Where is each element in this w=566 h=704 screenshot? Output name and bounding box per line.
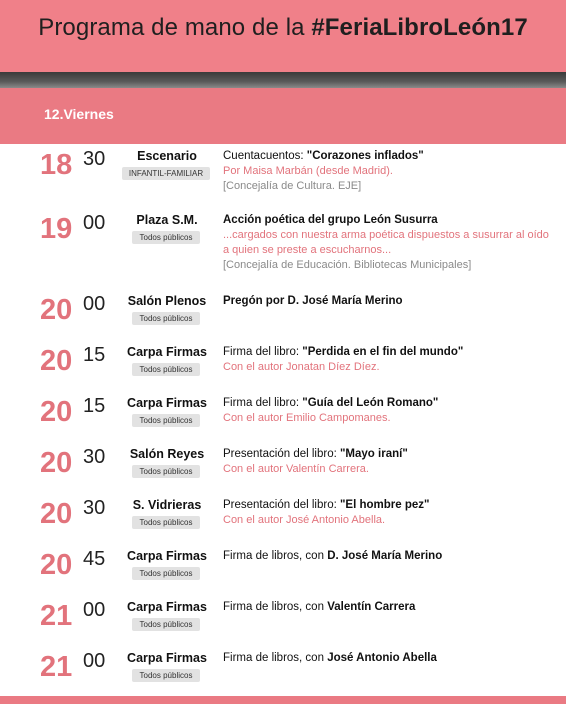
page-title-text: Programa de mano de la: [38, 14, 312, 41]
event-detail: Por Maisa Marbán (desde Madrid).: [223, 165, 393, 177]
event-description: [223, 600, 553, 615]
page-title: [0, 14, 566, 42]
event-time: [40, 210, 120, 250]
event-hour: 18: [40, 149, 73, 181]
event-minutes: 00: [83, 293, 106, 315]
event-minutes: 00: [83, 650, 106, 672]
audience-badge: Todos públicos: [132, 231, 200, 244]
event-title: Pregón por D. José María Merino: [223, 295, 403, 307]
event-hour: 20: [40, 396, 73, 428]
event-title: Firma de libros, con D. José María Merino: [223, 550, 443, 562]
event-detail: Con el autor José Antonio Abella.: [223, 514, 386, 526]
event-minutes: 30: [83, 497, 106, 519]
event-hour: 20: [40, 549, 73, 581]
audience-badge: Todos públicos: [132, 618, 200, 631]
bottom-bar: [0, 696, 566, 704]
event-note: [Concejalía de Educación. Bibliotecas Municipales]: [223, 259, 472, 271]
event-hour: 20: [40, 345, 73, 377]
event-time: [40, 444, 120, 484]
audience-badge: Todos públicos: [132, 414, 200, 427]
event-venue: Salón Plenos: [127, 294, 207, 308]
event-title: Cuentacuentos: "Corazones inflados": [223, 150, 424, 162]
event-minutes: 15: [83, 344, 106, 366]
event-venue: Carpa Firmas: [127, 549, 207, 563]
audience-badge: Todos públicos: [132, 669, 200, 682]
event-detail: Con el autor Jonatan Díez Díez.: [223, 361, 380, 373]
event-description: [223, 294, 553, 309]
event-time: [40, 648, 120, 688]
event-time: [40, 546, 120, 586]
event-detail: ...cargados con nuestra arma poética dispuestos a susurrar al oído a quien se preste a escucharnos...: [223, 229, 549, 256]
event-title: Firma de libros, con José Antonio Abella: [223, 652, 437, 664]
event-minutes: 15: [83, 395, 106, 417]
event-title: Firma del libro: "Perdida en el fin del mundo": [223, 346, 464, 358]
event-description: [223, 396, 553, 426]
event-description: [223, 447, 553, 477]
event-hour: 21: [40, 600, 73, 632]
event-minutes: 00: [83, 599, 106, 621]
event-note: [Concejalía de Cultura. EJE]: [223, 180, 362, 192]
event-detail: Con el autor Emilio Campomanes.: [223, 412, 391, 424]
event-time: [40, 291, 120, 331]
event-description: [223, 549, 553, 564]
page-title-hashtag: #FeriaLibroLeón17: [311, 14, 528, 41]
header-divider: [0, 72, 566, 88]
event-description: [223, 149, 553, 194]
event-description: [223, 498, 553, 528]
event-time: [40, 495, 120, 535]
audience-badge: INFANTIL-FAMILIAR: [122, 167, 210, 180]
event-venue: Plaza S.M.: [136, 213, 198, 227]
event-minutes: 30: [83, 148, 106, 170]
event-venue: Carpa Firmas: [127, 651, 207, 665]
event-description: [223, 651, 553, 666]
event-minutes: 00: [83, 212, 106, 234]
audience-badge: Todos públicos: [132, 312, 200, 325]
event-title: Firma del libro: "Guía del León Romano": [223, 397, 439, 409]
event-title: Firma de libros, con Valentín Carrera: [223, 601, 416, 613]
event-title: Acción poética del grupo León Susurra: [223, 214, 438, 226]
event-title: Presentación del libro: "Mayo iraní": [223, 448, 408, 460]
event-time: [40, 342, 120, 382]
event-minutes: 45: [83, 548, 106, 570]
event-venue: Carpa Firmas: [127, 345, 207, 359]
day-label: 12.Viernes: [44, 106, 114, 122]
event-hour: 19: [40, 213, 73, 245]
event-detail: Con el autor Valentín Carrera.: [223, 463, 369, 475]
event-venue: Salón Reyes: [129, 447, 205, 461]
event-hour: 20: [40, 447, 73, 479]
event-description: [223, 345, 553, 375]
event-description: [223, 213, 553, 273]
event-time: [40, 146, 120, 186]
event-venue: S. Vidrieras: [132, 498, 202, 512]
event-minutes: 30: [83, 446, 106, 468]
audience-badge: Todos públicos: [132, 363, 200, 376]
event-hour: 20: [40, 294, 73, 326]
event-time: [40, 597, 120, 637]
audience-badge: Todos públicos: [132, 465, 200, 478]
event-venue: Carpa Firmas: [127, 600, 207, 614]
event-venue: Carpa Firmas: [127, 396, 207, 410]
event-title: Presentación del libro: "El hombre pez": [223, 499, 430, 511]
event-hour: 20: [40, 498, 73, 530]
event-hour: 21: [40, 651, 73, 683]
event-time: [40, 393, 120, 433]
audience-badge: Todos públicos: [132, 516, 200, 529]
event-venue: Escenario: [137, 149, 197, 163]
audience-badge: Todos públicos: [132, 567, 200, 580]
